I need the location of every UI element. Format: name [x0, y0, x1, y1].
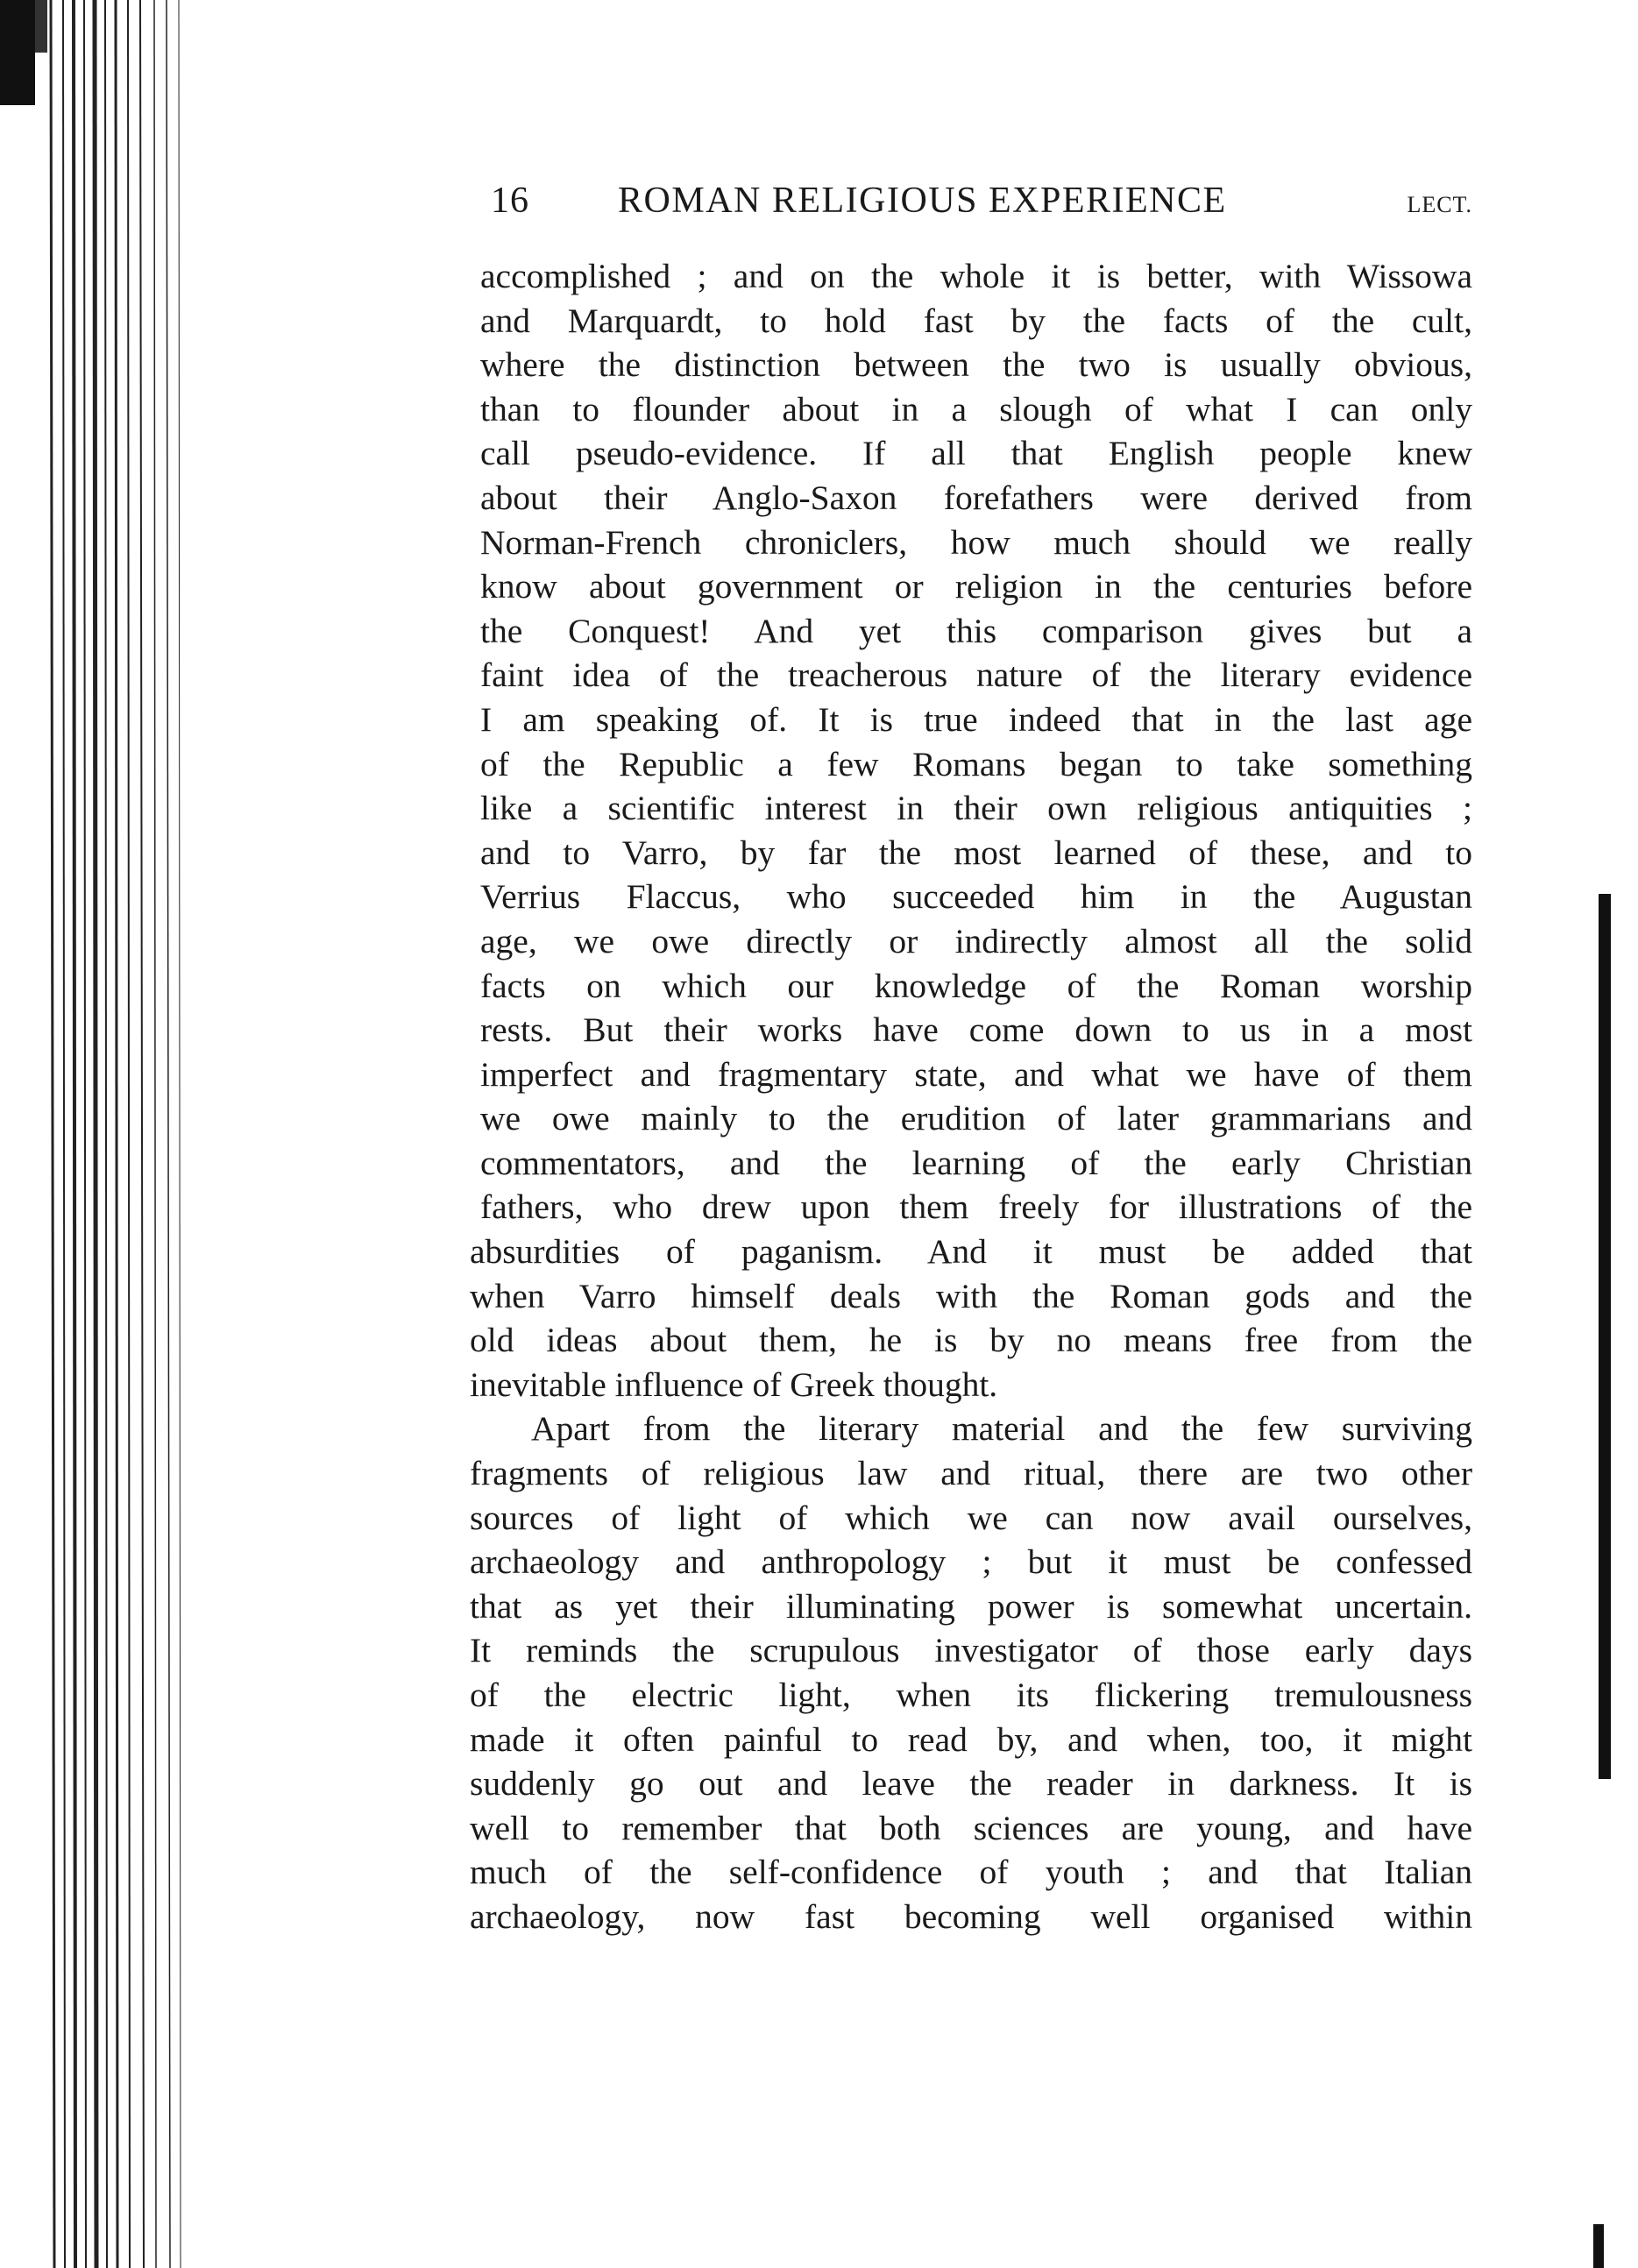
- text-line: like a scientific interest in their own religious antiquities ;: [480, 789, 1472, 828]
- text-line: fragments of religious law and ritual, there are two other: [470, 1454, 1472, 1493]
- paragraph: [470, 1407, 1472, 1938]
- text-line: sources of light of which we can now avail ourselves,: [470, 1498, 1472, 1537]
- text-line: Norman-French chroniclers, how much should we really: [480, 522, 1472, 562]
- text-line: facts on which our knowledge of the Roman worship: [480, 966, 1472, 1005]
- text-line: old ideas about them, he is by no means free from the: [470, 1321, 1472, 1360]
- text-line: Apart from the literary material and the few surviving: [531, 1409, 1472, 1449]
- text-line: archaeology, now fast becoming well organised within: [470, 1896, 1472, 1936]
- text-line: much of the self-confidence of youth ; and that Italian: [470, 1853, 1472, 1892]
- text-line: we owe mainly to the erudition of later grammarians and: [480, 1099, 1472, 1138]
- paragraph: [470, 254, 1472, 1407]
- text-line: that as yet their illuminating power is somewhat uncertain.: [470, 1586, 1472, 1626]
- text-line: inevitable influence of Greek thought.: [470, 1364, 998, 1404]
- text-line: and Marquardt, to hold fast by the facts of the cult,: [480, 301, 1472, 340]
- text-line: made it often painful to read by, and when, too, it might: [470, 1719, 1472, 1759]
- text-line: Verrius Flaccus, who succeeded him in the Augustan: [480, 877, 1472, 917]
- text-line: call pseudo-evidence. If all that English people knew: [480, 434, 1472, 473]
- text-line: commentators, and the learning of the early Christian: [480, 1143, 1472, 1182]
- text-line: accomplished ; and on the whole it is better, with Wissowa: [480, 257, 1472, 295]
- text-line: age, we owe directly or indirectly almost all the solid: [480, 921, 1472, 960]
- text-line: well to remember that both sciences are young, and have: [470, 1808, 1472, 1847]
- text-line: fathers, who drew upon them freely for illustrations of the: [480, 1187, 1472, 1227]
- text-line: than to flounder about in a slough of what I can only: [480, 389, 1472, 429]
- page-edge-mark: [1593, 2224, 1604, 2268]
- text-line: faint idea of the treacherous nature of the literary evidence: [480, 656, 1472, 695]
- book-spine-gutter: [0, 0, 193, 2268]
- page-header: [491, 180, 1472, 232]
- text-line: It reminds the scrupulous investigator of those early days: [470, 1631, 1472, 1670]
- text-line: of the Republic a few Romans began to take something: [480, 744, 1472, 783]
- page-edge-shadow: [1599, 894, 1611, 1779]
- running-title: ROMAN RELIGIOUS EXPERIENCE: [618, 181, 1227, 221]
- text-line: rests. But their works have come down to us in a most: [480, 1010, 1472, 1050]
- text-line: suddenly go out and leave the reader in darkness. It is: [470, 1764, 1472, 1804]
- text-line: archaeology and anthropology ; but it must be confessed: [470, 1542, 1472, 1582]
- text-line: of the electric light, when its flickering tremulousness: [470, 1676, 1472, 1714]
- text-line: I am speaking of. It is true indeed that in the last age: [480, 699, 1472, 739]
- body-text: [470, 254, 1472, 1939]
- text-line: imperfect and fragmentary state, and what we have of them: [480, 1054, 1472, 1094]
- text-line: the Conquest! And yet this comparison gives but a: [480, 611, 1472, 650]
- text-line: when Varro himself deals with the Roman gods and the: [470, 1276, 1472, 1315]
- text-line: where the distinction between the two is usually obvious,: [480, 345, 1472, 385]
- text-line: know about government or religion in the centuries before: [480, 567, 1472, 606]
- text-line: and to Varro, by far the most learned of these, and to: [480, 833, 1472, 872]
- lecture-mark: LECT.: [1407, 192, 1472, 217]
- text-line: absurdities of paganism. And it must be added that: [470, 1232, 1472, 1272]
- spine-lines-graphic: [0, 0, 193, 2268]
- page-number: 16: [491, 181, 529, 221]
- text-line: about their Anglo-Saxon forefathers were derived from: [480, 478, 1472, 517]
